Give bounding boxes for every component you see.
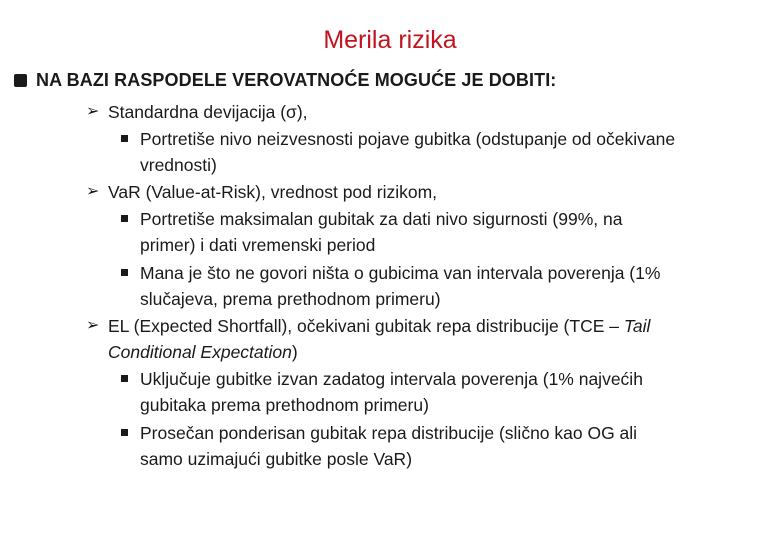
sub-item-3-1-line-1: Uključuje gubitke izvan zadatog intervala poverenja (1% najvećih [140,369,643,389]
list-item-3-line-1 [108,314,650,338]
square-bullet-icon [121,375,128,382]
square-bullet-icon [121,269,128,276]
section-heading [14,68,774,92]
section-heading-text: NA BAZI RASPODELE VEROVATNOĆE MOGUĆE JE DOBITI: [36,70,557,90]
sub-item-3-2-line-2: samo uzimajući gubitke posle VaR) [140,449,413,469]
arrow-bullet-icon: ➢ [86,103,100,120]
slide-title: Merila rizika [323,26,457,54]
list-item-3-end: ) [291,342,298,362]
list-item-2: VaR (Value-at-Risk), vrednost pod rizikom, [108,182,438,202]
sub-item-2-2-line-1: Mana je što ne govori ništa o gubicima van intervala poverenja (1% [140,263,661,283]
checkbox-square-icon [14,74,27,87]
list-item-3-italic-1: Tail [623,316,651,336]
sub-item-3-1-line-2: gubitaka prema prethodnom primeru) [140,395,429,415]
arrow-bullet-icon: ➢ [86,317,100,334]
list-item-3-text: EL (Expected Shortfall), očekivani gubitak repa distribucije (TCE – [108,316,624,336]
arrow-bullet-icon: ➢ [86,183,100,200]
sub-item-2-1-line-1: Portretiše maksimalan gubitak za dati nivo sigurnosti (99%, na [140,209,623,229]
sub-item-3-2-line-1: Prosečan ponderisan gubitak repa distribucije (slično kao OG ali [140,423,638,443]
sub-item-2-1-line-2: primer) i dati vremenski period [140,235,376,255]
sub-item-1-1-line-1: Portretiše nivo neizvesnosti pojave gubitka (odstupanje od očekivane [140,129,676,149]
sub-item-2-2-line-2: slučajeva, prema prethodnom primeru) [140,289,441,309]
list-item-3-line-2 [108,340,298,364]
square-bullet-icon [121,215,128,222]
list-item-3-italic-2: Conditional Expectation [108,342,292,362]
square-bullet-icon [121,429,128,436]
list-item-1: Standardna devijacija (σ), [108,102,308,122]
square-bullet-icon [121,135,128,142]
sub-item-1-1-line-2: vrednosti) [140,155,217,175]
